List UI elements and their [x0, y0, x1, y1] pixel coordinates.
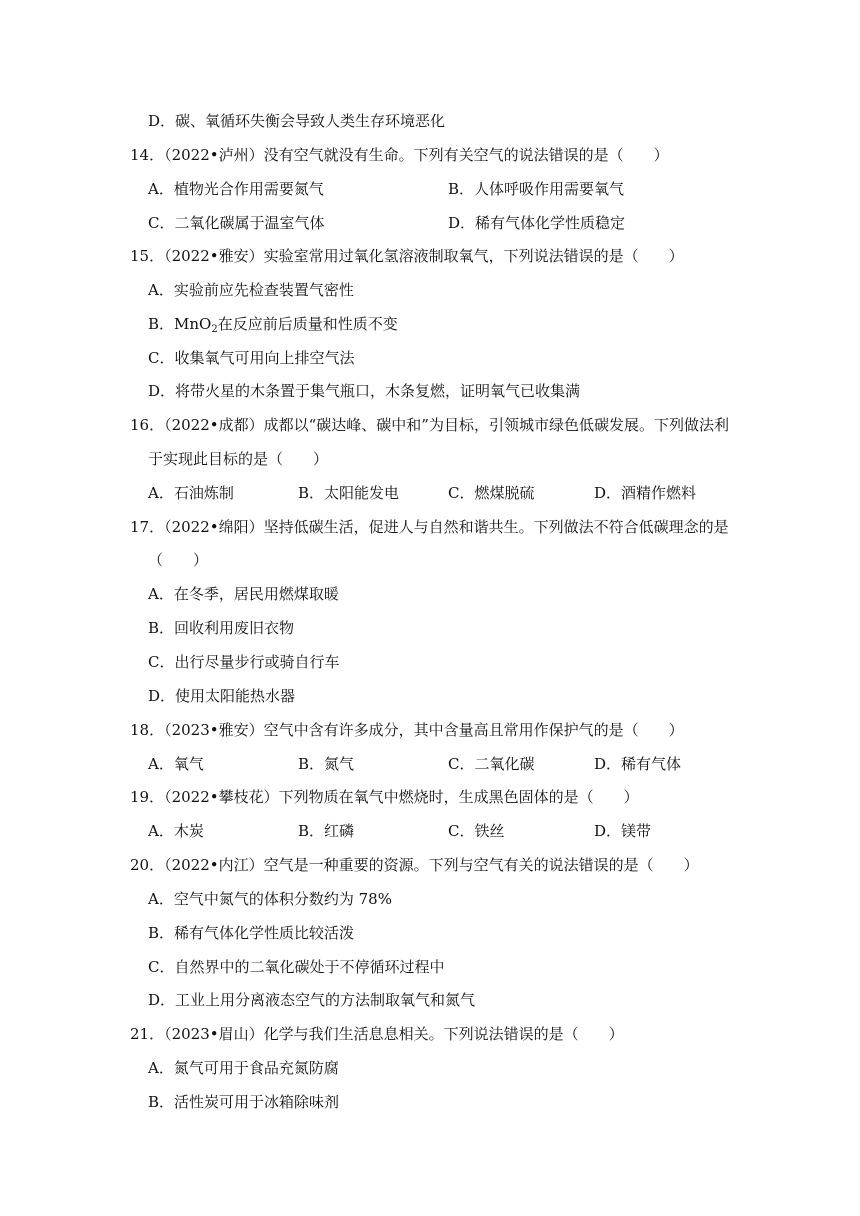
q18-option-b: B．氮气 [298, 755, 355, 773]
q20-stem: 20．（2022•内江）空气是一种重要的资源。下列与空气有关的说法错误的是（ ） [130, 856, 699, 874]
q20-option-a: A．空气中氮气的体积分数约为 78% [148, 890, 392, 908]
q16-option-c: C．燃煤脱硫 [448, 484, 535, 502]
q15-option-b-subscript: 2 [211, 324, 218, 335]
q19-option-d: D．镁带 [594, 822, 652, 840]
q21-stem: 21．（2023•眉山）化学与我们生活息息相关。下列说法错误的是（ ） [130, 1025, 624, 1043]
q21-option-b: B．活性炭可用于冰箱除味剂 [148, 1093, 340, 1111]
q15-option-b-prefix: B．MnO [148, 315, 212, 333]
q14-option-c: C．二氧化碳属于温室气体 [148, 214, 325, 232]
q14-option-b: B．人体呼吸作用需要氧气 [448, 180, 625, 198]
q16-stem-line-2: 于实现此目标的是（ ） [148, 450, 329, 468]
q15-stem: 15．（2022•雅安）实验室常用过氧化氢溶液制取氧气，下列说法错误的是（ ） [130, 247, 684, 265]
q18-stem: 18．（2023•雅安）空气中含有许多成分，其中含量高且常用作保护气的是（ ） [130, 721, 684, 739]
q21-option-a: A．氮气可用于食品充氮防腐 [148, 1059, 339, 1077]
q19-option-c: C．铁丝 [448, 822, 505, 840]
q14-option-d: D．稀有气体化学性质稳定 [448, 214, 626, 232]
q16-option-d: D．酒精作燃料 [594, 484, 697, 502]
q15-option-b-text: 在反应前后质量和性质不变 [217, 315, 398, 333]
q18-option-c: C．二氧化碳 [448, 755, 535, 773]
q17-option-d: D．使用太阳能热水器 [148, 687, 296, 705]
q19-option-b: B．红磷 [298, 822, 355, 840]
q15-option-c: C．收集氧气可用向上排空气法 [148, 349, 355, 367]
q20-option-d: D．工业上用分离液态空气的方法制取氧气和氮气 [148, 991, 476, 1009]
q17-option-a: A．在冬季，居民用燃煤取暖 [148, 585, 339, 603]
q13-option-d: D．碳、氧循环失衡会导致人类生存环境恶化 [148, 112, 446, 130]
q16-option-a: A．石油炼制 [148, 484, 234, 502]
q19-option-a: A．木炭 [148, 822, 204, 840]
q17-stem-line-2: （ ） [148, 551, 209, 569]
q15-option-a: A．实验前应先检查装置气密性 [148, 281, 354, 299]
q18-option-d: D．稀有气体 [594, 755, 682, 773]
q14-stem: 14．（2022•泸州）没有空气就没有生命。下列有关空气的说法错误的是（ ） [130, 146, 669, 164]
q15-option-b [148, 314, 398, 334]
q20-option-b: B．稀有气体化学性质比较活泼 [148, 924, 355, 942]
q17-stem-line-1: 17．（2022•绵阳）坚持低碳生活，促进人与自然和谐共生。下列做法不符合低碳理念的是 [130, 518, 729, 536]
q18-option-a: A．氧气 [148, 755, 204, 773]
q14-option-a: A．植物光合作用需要氮气 [148, 180, 324, 198]
q16-stem-line-1: 16．（2022•成都）成都以“碳达峰、碳中和”为目标，引领城市绿色低碳发展。下列做法利 [130, 416, 729, 434]
q17-option-c: C．出行尽量步行或骑自行车 [148, 653, 340, 671]
q16-option-b: B．太阳能发电 [298, 484, 400, 502]
q15-option-d: D．将带火星的木条置于集气瓶口，木条复燃，证明氧气已收集满 [148, 382, 581, 400]
q19-stem: 19．（2022•攀枝花）下列物质在氧气中燃烧时，生成黑色固体的是（ ） [130, 788, 639, 806]
q17-option-b: B．回收利用废旧衣物 [148, 619, 295, 637]
q20-option-c: C．自然界中的二氧化碳处于不停循环过程中 [148, 958, 445, 976]
